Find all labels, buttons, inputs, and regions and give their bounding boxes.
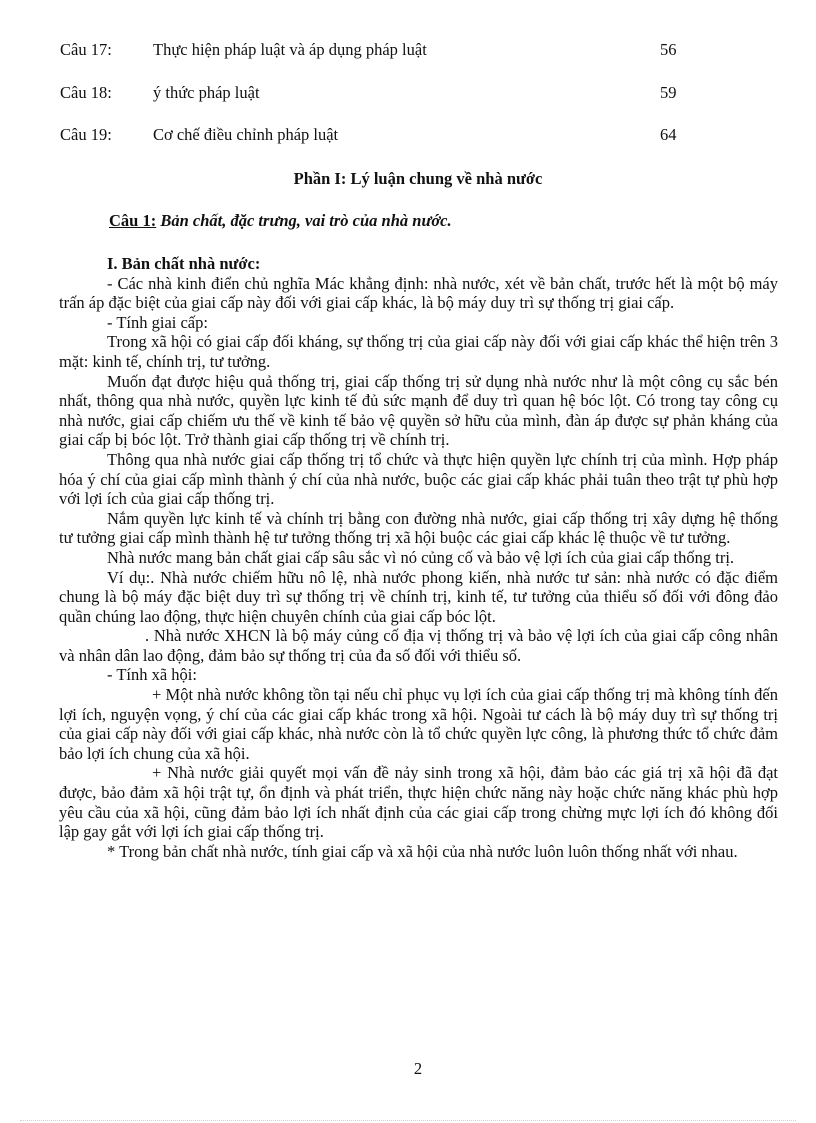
toc-number: Câu 19:: [60, 125, 112, 144]
paragraph: . Nhà nước XHCN là bộ máy củng cố địa vị thống trị và bảo vệ lợi ích của giai cấp công nhân và nhân dân lao động, đảm bảo sự thống trị của đa số đối với thiểu số.: [59, 626, 778, 665]
toc-title: Thực hiện pháp luật và áp dụng pháp luật: [153, 40, 427, 59]
paragraph: Muốn đạt được hiệu quả thống trị, giai cấp thống trị sử dụng nhà nước như là một công cụ sắc bén nhất, thông qua nhà nước, quyền lực kinh tế đủ sức mạnh để duy trì quan hệ bóc lột. Có trong tay công cụ nhà nước, giai cấp chiếm ưu thế về kinh tế bảo vệ quyền sở hữu của mình, đàn áp được sự phản kháng của giai cấp bị bóc lột. Trở thành giai cấp thống trị về chính trị.: [59, 371, 778, 450]
question-heading: [109, 210, 452, 232]
paragraph: + Một nhà nước không tồn tại nếu chỉ phục vụ lợi ích của giai cấp thống trị mà không tính đến lợi ích, nguyện vọng, ý chí của các giai cấp khác trong xã hội. Ngoài tư cách là bộ máy duy trì sự thống trị của giai cấp này đối với giai cấp khác, nhà nước còn là tổ chức quyền lực công, là phương thức tổ chức đảm bảo lợi ích chung của xã hội.: [59, 685, 778, 763]
paragraph: Ví dụ:. Nhà nước chiếm hữu nô lệ, nhà nước phong kiến, nhà nước tư sản: nhà nước có đặc điểm chung là bộ máy đặc biệt duy trì sự thống trị về chính trị, kinh tế, tư tưởng của thiểu số đối với đông đảo quần chúng lao động, thực hiện chuyên chính của giai cấp bóc lột.: [59, 567, 778, 626]
toc-page: 64: [660, 125, 677, 144]
page-bottom-divider: [20, 1120, 796, 1121]
paragraph: + Nhà nước giải quyết mọi vấn đề nảy sinh trong xã hội, đảm bảo các giá trị xã hội đã đạt được, bảo đảm xã hội trật tự, ổn định và phát triển, thực hiện chức năng này hoặc chức năng khác phù hợp yêu cầu của xã hội, cũng đảm bảo lợi ích nhất định của các giai cấp trong chừng mực lợi ích đó không đối lập gay gắt với lợi ích giai cấp thống trị.: [59, 763, 778, 842]
paragraph: - Tính xã hội:: [107, 665, 197, 685]
toc-number: Câu 18:: [60, 83, 112, 102]
toc-row: [60, 124, 700, 146]
section-heading: I. Bản chất nhà nước:: [107, 254, 261, 273]
paragraph: Nắm quyền lực kinh tế và chính trị bằng con đường nhà nước, giai cấp thống trị xây dựng hệ thống tư tưởng giai cấp mình thành hệ tư tưởng thống trị xã hội buộc các giai cấp khác lệ thuộc về tư tưởng.: [59, 508, 778, 548]
paragraph: * Trong bản chất nhà nước, tính giai cấp và xã hội của nhà nước luôn luôn thống nhất với nhau.: [107, 841, 738, 861]
paragraph: - Các nhà kinh điển chủ nghĩa Mác khẳng định: nhà nước, xét về bản chất, trước hết là một bộ máy trấn áp đặc biệt của giai cấp này đối với giai cấp khác, là bộ máy duy trì sự thống trị giai cấp.: [59, 273, 778, 313]
toc-row: [60, 39, 700, 61]
toc-title: ý thức pháp luật: [153, 83, 260, 102]
question-label: Câu 1:: [109, 211, 157, 230]
body-text: [59, 254, 778, 861]
paragraph: Trong xã hội có giai cấp đối kháng, sự thống trị của giai cấp này đối với giai cấp khác thể hiện trên 3 mặt: kinh tế, chính trị, tư tưởng.: [59, 332, 778, 371]
toc-page: 59: [660, 83, 677, 102]
toc-page: 56: [660, 40, 677, 59]
paragraph: Nhà nước mang bản chất giai cấp sâu sắc vì nó củng cố và bảo vệ lợi ích của giai cấp thống trị.: [107, 547, 735, 567]
toc-title: Cơ chế điều chỉnh pháp luật: [153, 125, 339, 144]
paragraph: Thông qua nhà nước giai cấp thống trị tổ chức và thực hiện quyền lực chính trị của mình. Hợp pháp hóa ý chí của giai cấp mình thành ý chí của nhà nước, buộc các giai cấp khác phải tuân theo trật tự phù hợp với lợi ích của giai cấp thống trị.: [59, 449, 778, 509]
paragraph: - Tính giai cấp:: [107, 312, 208, 332]
question-title: Bản chất, đặc trưng, vai trò của nhà nước.: [160, 211, 452, 230]
toc-number: Câu 17:: [60, 40, 112, 59]
toc-row: [60, 82, 700, 104]
page-number: 2: [413, 1059, 423, 1078]
part-title: Phần I: Lý luận chung về nhà nước: [293, 169, 543, 188]
